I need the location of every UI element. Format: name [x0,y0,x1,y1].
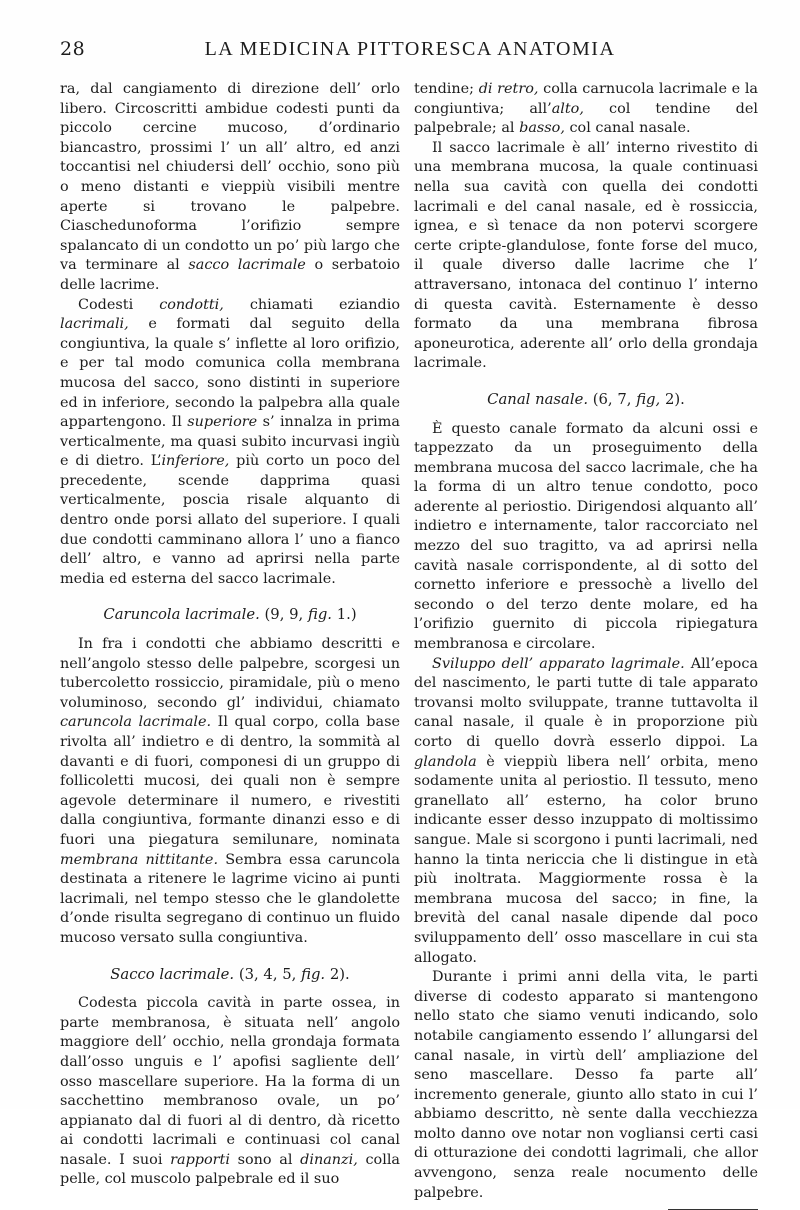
paragraph-rapporti-continuation: tendine; di retro, colla carnucola lacrimale e la congiuntiva; all’alto, col tendine del palpebrale; al basso, col canal nasale. [414,81,759,137]
page-number: 28 [60,38,86,60]
paragraph-primi-anni: Durante i primi anni della vita, le parti diverse di codesto apparato si mantengono nello stato che siamo venuti indicando, solo notabile cangiamento essendo l’ allungarsi del canal nasale, in virtù dell’ ampliazione del seno mascellare. Desso fa parte all’ incremento generale, giunto allo stato in cui l’ abbiamo descritto, nè sente dalla vecchiezza molto danno ove notar non vogliansi certi casi di otturazione dei condotti lagrimali, che allor avvengono, senza reale nocumento delle palpebre. [414,969,758,1201]
section-heading-sacco: Sacco lacrimale. (3, 4, 5, fig. 2). [110,965,350,983]
paragraph-condotti: Codesti condotti, chiamati eziandio lacrimali, e formati dal seguito della congiuntiva, la quale s’ inflette al loro orifizio, e per tal modo comunica colla membrana mucosa del sacco, sono distinti in superiore ed in inferiore, secondo la palpebra alla quale appartengono. Il superiore s’ innalza in prima verticalmente, ma quasi subito incurvasi ingiù e di dietro. L’inferiore, più corto un poco del precedente, scende dapprima quasi verticalmente, poscia risale alquanto di dentro onde porsi allato del superiore. I quali due condotti camminano allora l’ uno a fianco dell’ altro, e vanno ad aprirsi nella parte media ed esterna del sacco lacrimale. [60,296,401,587]
paragraph-caruncola: In fra i condotti che abbiamo descritti e nell’angolo stesso delle palpebre, scorgesi un tubercoletto rossiccio, piramidale, più o meno voluminoso, secondo gl’ individui, chiamato caruncola lacrimale. Il qual corpo, colla base rivolta all’ indietro e di dentro, la sommità al davanti e di fuori, componesi di un gruppo di follicoletti mucosi, dei quali non è sempre agevole determinare il numero, e rivestiti dalla congiuntiva, formante dinanzi esso e di fuori una piegatura semilunare, nominata membrana nittitante. Sembra essa caruncola destinata a ritenere le lagrime vicino ai punti lacrimali, nel tempo stesso che le glandolette d’onde risulta segregano di continuo un fluido mucoso versato sulla congiuntiva. [60,636,401,946]
paragraph-sacco: Codesta piccola cavità in parte ossea, in parte membranosa, è situata nell’ angolo maggiore dell’ occhio, nella grondaja formata dall’osso unguis e l’ apofisi sagliente dell’ osso mascellare superiore. Ha la forma di un sacchettino membranoso ovale, un po’ appianato dal di fuori al di dentro, dà ricetto ai condotti lacrimali e continuasi col canal nasale. I suoi rapporti sono al dinanzi, colla pelle, col muscolo palpebrale ed il suo [60,995,401,1188]
right-column [414,80,758,1210]
paragraph-sacco-interno: Il sacco lacrimale è all’ interno rivestito di una membrana mucosa, la quale continuasi nella sua cavità con quella dei condotti lacrimali e del canal nasale, ed è rossiccia, ignea, e sì tenace da non potervi scorgere certe cripte-glandulose, fonte forse del muco, il quale diverso dalle lacrime che l’ attraversano, intonaca del continuo l’ interno di questa cavità. Esternamente è desso formato da una membrana fibrosa aponeurotica, aderente all’ orlo della grondaja lacrimale. [414,139,758,372]
paragraph-continuation: ra, dal cangiamento di direzione dell’ orlo libero. Circoscritti ambidue codesti punti da piccolo cercine mucoso, d’ordinario biancastro, prossimi l’ un all’ altro, ed anzi toccantisi nel chiudersi dell’ occhio, sono più o meno distanti e vieppiù visibili mentre aperte si trovano le palpebre. Ciaschedunoforma l’orifizio sempre spalancato di un condotto un po’ più largo che va terminare al sacco lacrimale o serbatoio delle lacrime. [60,81,400,293]
section-heading-caruncola: Caruncola lacrimale. (9, 9, fig. 1.) [103,606,357,624]
section-heading-canal-nasale: Canal nasale. (6, 7, fig, 2). [487,390,685,408]
left-column [60,80,400,1190]
paragraph-sviluppo: Sviluppo dell’ apparato lagrimale. All’epoca del nascimento, le parti tutte di tale apparato trovansi molto sviluppate, tranne tuttavolta il canal nasale, il quale è in proporzione più corto di quello dovrà esserlo dippoi. La glandola è vieppiù libera nell’ orbita, meno sodamente unita al periostio. Il tessuto, meno granellato all’ esterno, ha color bruno indicante esser desso inzuppato di moltissimo sangue. Male si scorgono i punti lacrimali, ned hanno la tinta nericcia che li distingue in età più inoltrata. Maggiormente rossa è la membrana mucosa del sacco; in fine, la brevità del canal nasale dipende dal poco sviluppamento dell’ osso mascellare in cui sta allogato. [414,655,758,966]
page-header [60,38,760,68]
running-head: LA MEDICINA PITTORESCA ANATOMIA [204,38,616,60]
paragraph-canal-nasale: È questo canale formato da alcuni ossi e tappezzato da un proseguimento della membrana mucosa del sacco lacrimale, che ha la forma di un altro tenue condotto, poco aderente al periostio. Dirigendosi alquanto all’ indietro e internamente, talor raccorciato nel mezzo del suo tragitto, va ad aprirsi nella cavità nasale corrispondente, al di sotto del cornetto inferiore e pressochè a livello del secondo o del terzo dente molare, ed ha l’orifizio guernito di piccola ripiegatura membranosa e circolare. [414,420,758,653]
